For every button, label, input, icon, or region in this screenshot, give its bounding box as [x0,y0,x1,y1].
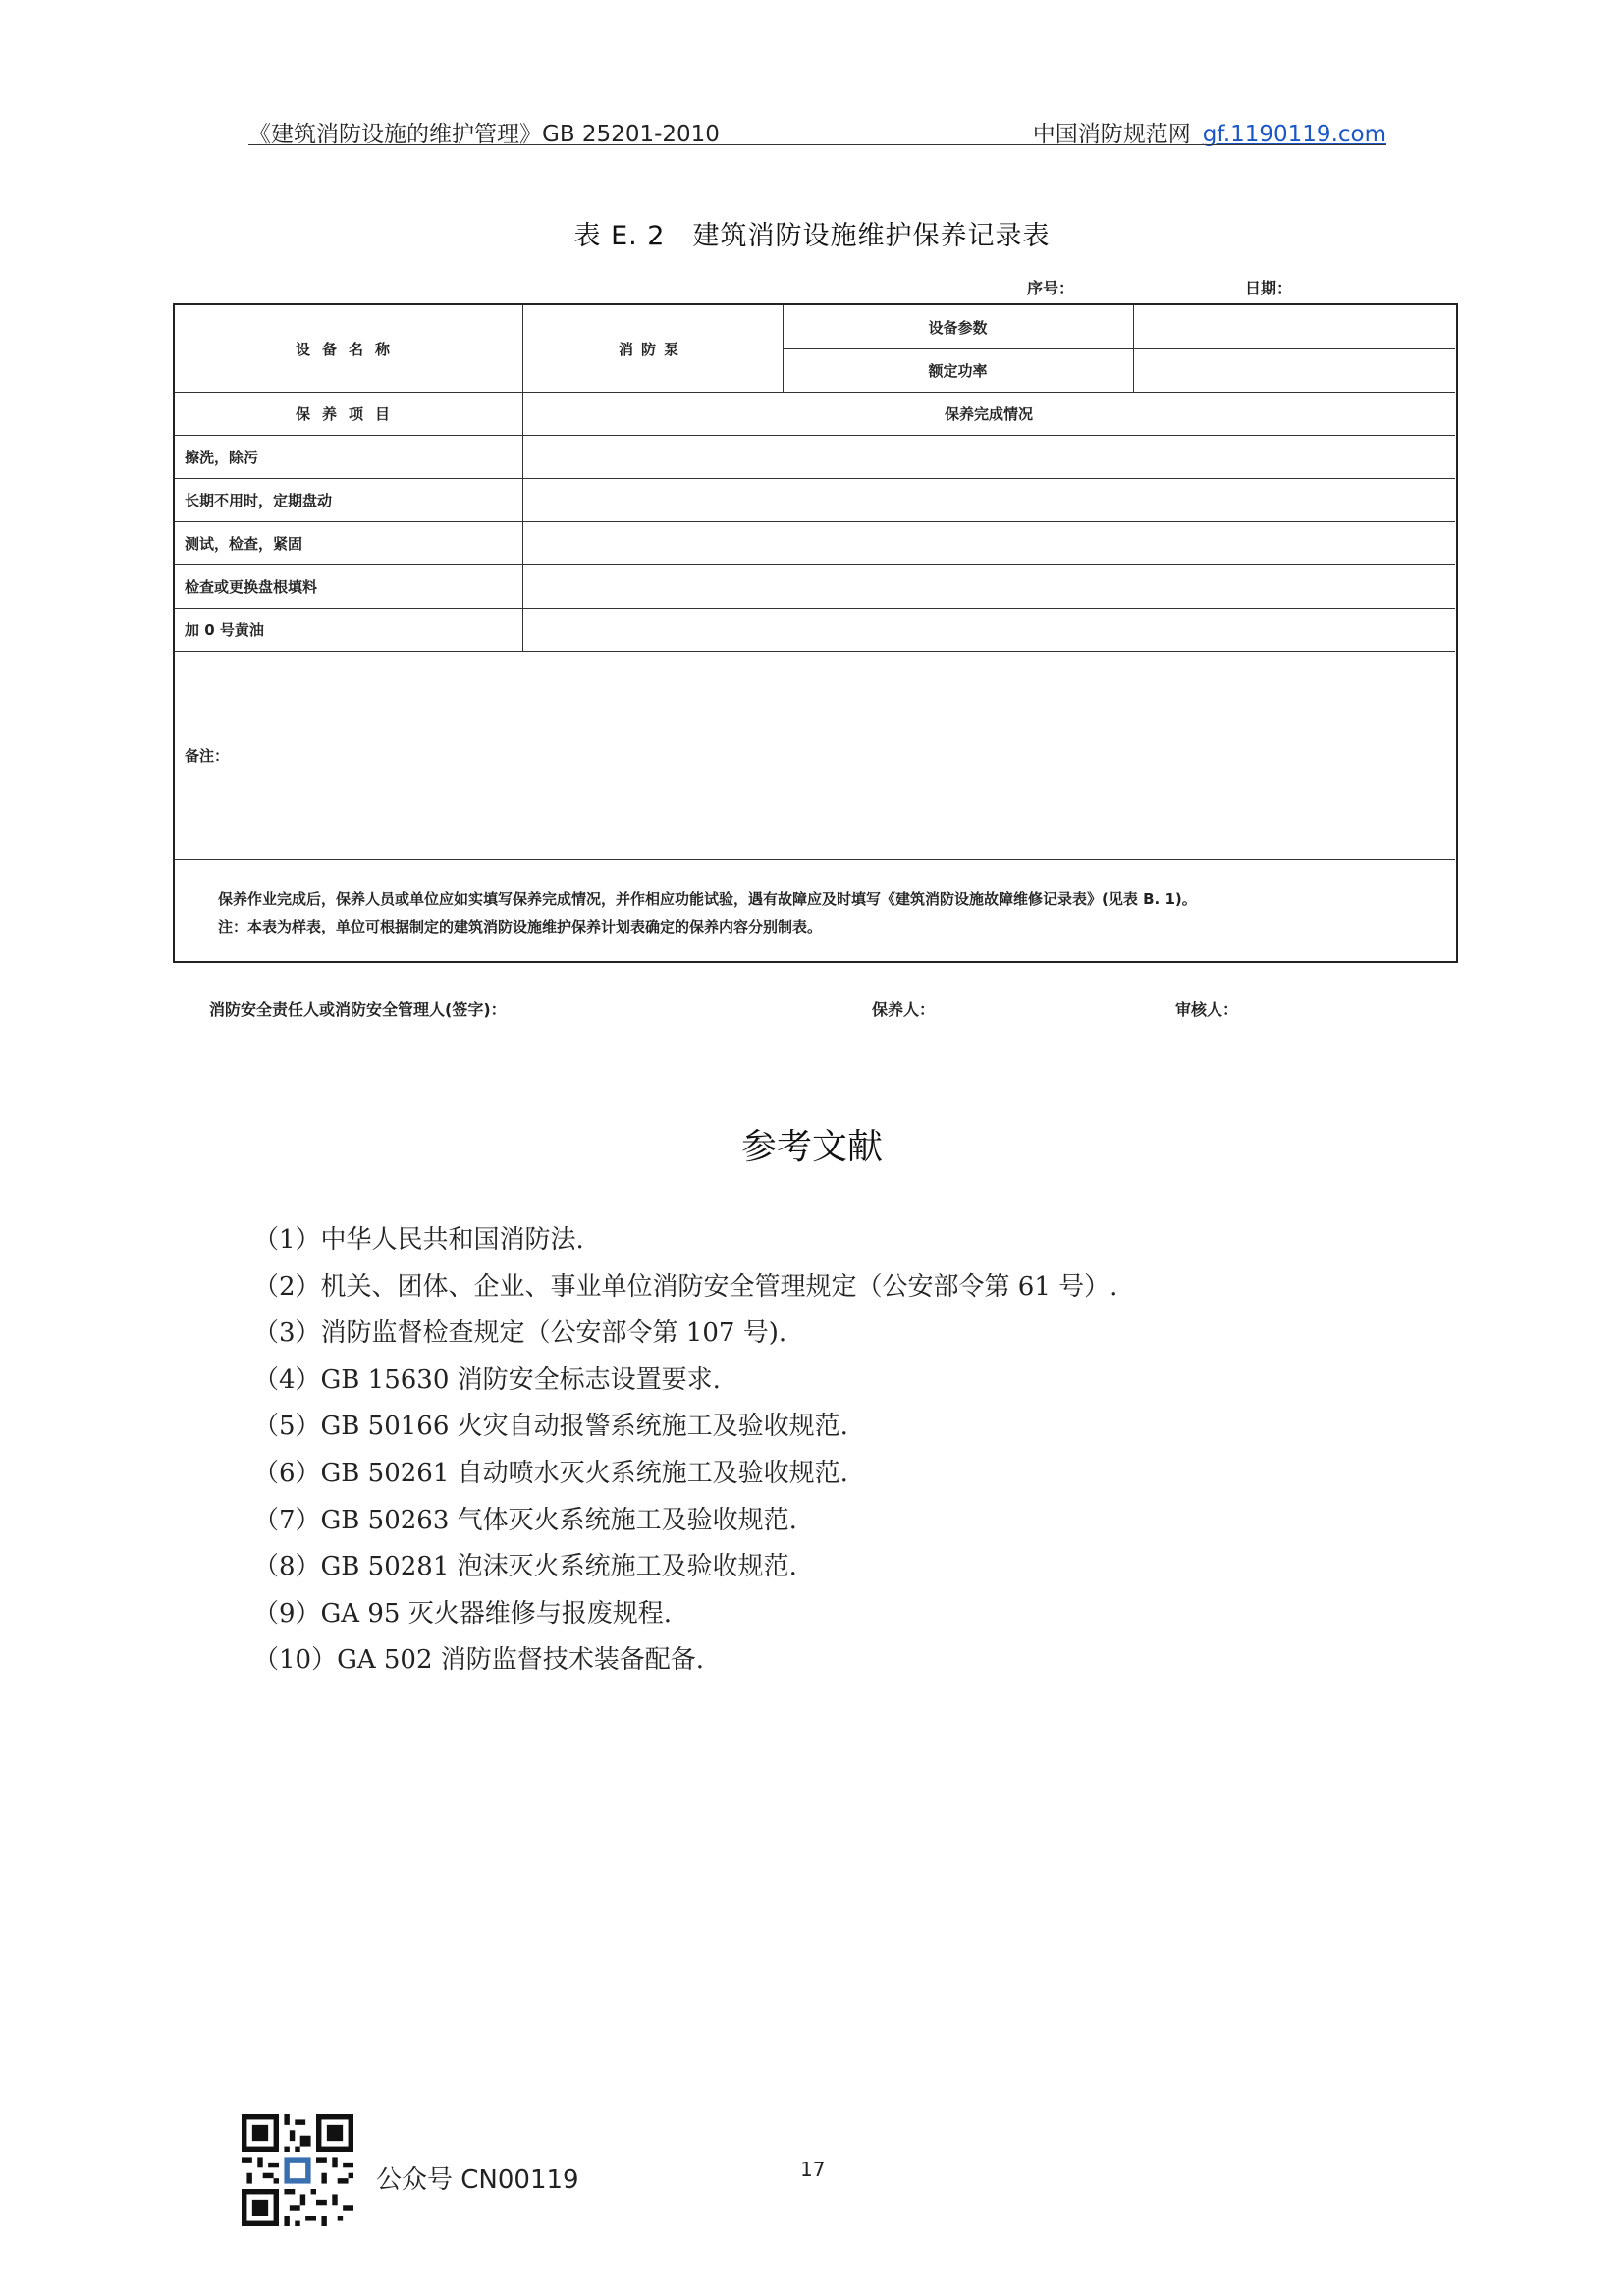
header-rule [248,144,1386,145]
reference-item: （4）GB 15630 消防安全标志设置要求. [253,1364,721,1395]
grid-line [175,651,1455,652]
page-number: 17 [800,2158,826,2181]
header-doc-title: 《建筑消防设施的维护管理》GB 25201-2010 [248,122,720,147]
grid-line [522,305,523,651]
item-row-label: 擦洗，除污 [185,448,259,466]
reference-item: （2）机关、团体、企业、事业单位消防安全管理规定（公安部令第 61 号）. [253,1271,1118,1302]
param-label: 设备参数 [928,318,988,337]
item-row-label: 测试，检查，紧固 [185,534,303,553]
footnote-2: 注：本表为样表，单位可根据制定的建筑消防设施维护保养计划表确定的保养内容分别制表。 [218,918,823,935]
reference-item: （6）GB 50261 自动喷水灭火系统施工及验收规范. [253,1458,848,1488]
status-col-header: 保养完成情况 [944,404,1033,423]
seq-label: 序号： [1027,279,1075,297]
reference-item: （1）中华人民共和国消防法. [253,1225,584,1255]
references-title: 参考文献 [740,1127,883,1167]
grid-line [175,564,1455,565]
footnote-1: 保养作业完成后，保养人员或单位应如实填写保养完成情况，并作相应功能试验，遇有故障应及时填写《建筑消防设施故障维修记录表》(见表 B. 1)。 [218,890,1197,908]
grid-line [175,435,1455,436]
item-status-field[interactable] [522,435,1455,478]
table-title: 表 E. 2 建筑消防设施维护保养记录表 [573,221,1051,251]
header-site-link[interactable]: gf.1190119.com [1202,122,1386,147]
manager-signature-label: 消防安全责任人或消防安全管理人(签字)： [209,1000,507,1019]
item-status-field[interactable] [522,564,1455,608]
remarks-label: 备注： [185,746,230,765]
equipment-value: 消防泵 [618,340,686,358]
grid-line [175,478,1455,479]
table-footnotes [218,885,1197,940]
reference-item: （3）消防监督检查规定（公安部令第 107 号). [253,1318,787,1349]
grid-line [175,392,1455,393]
item-status-field[interactable] [522,521,1455,564]
grid-line [783,305,784,392]
reference-item: （7）GB 50263 气体灭火系统施工及验收规范. [253,1505,797,1535]
item-status-field[interactable] [522,608,1455,651]
grid-line [783,348,1455,349]
param-value-field[interactable] [1133,305,1455,348]
grid-line [175,608,1455,609]
grid-line [1133,305,1134,392]
item-row-label: 加 0 号黄油 [185,620,264,639]
maintenance-record-table [173,303,1458,963]
item-row-label: 检查或更换盘根填料 [185,577,318,596]
reference-item: （10）GA 502 消防监督技术装备配备. [253,1645,705,1676]
item-col-header: 保养项目 [295,404,402,423]
header-site-name: 中国消防规范网 [1032,122,1191,147]
maintainer-signature-label: 保养人： [872,1000,936,1019]
power-label: 额定功率 [928,361,988,380]
reference-item: （8）GB 50281 泡沫灭火系统施工及验收规范. [253,1552,797,1582]
power-value-field[interactable] [1133,348,1455,392]
reviewer-signature-label: 审核人： [1175,1000,1239,1019]
equipment-name-label: 设备名称 [295,340,402,358]
grid-line [175,859,1455,860]
item-row-label: 长期不用时，定期盘动 [185,491,333,509]
wechat-account: 公众号 CN00119 [376,2165,579,2195]
references-list [253,1217,1117,1684]
item-status-field[interactable] [522,478,1455,521]
reference-item: （9）GA 95 灭火器维修与报废规程. [253,1598,672,1629]
remarks-field[interactable] [391,651,1455,859]
qr-code-icon [242,2114,353,2226]
grid-line [175,521,1455,522]
reference-item: （5）GB 50166 火灾自动报警系统施工及验收规范. [253,1412,848,1442]
date-label: 日期： [1245,279,1293,297]
